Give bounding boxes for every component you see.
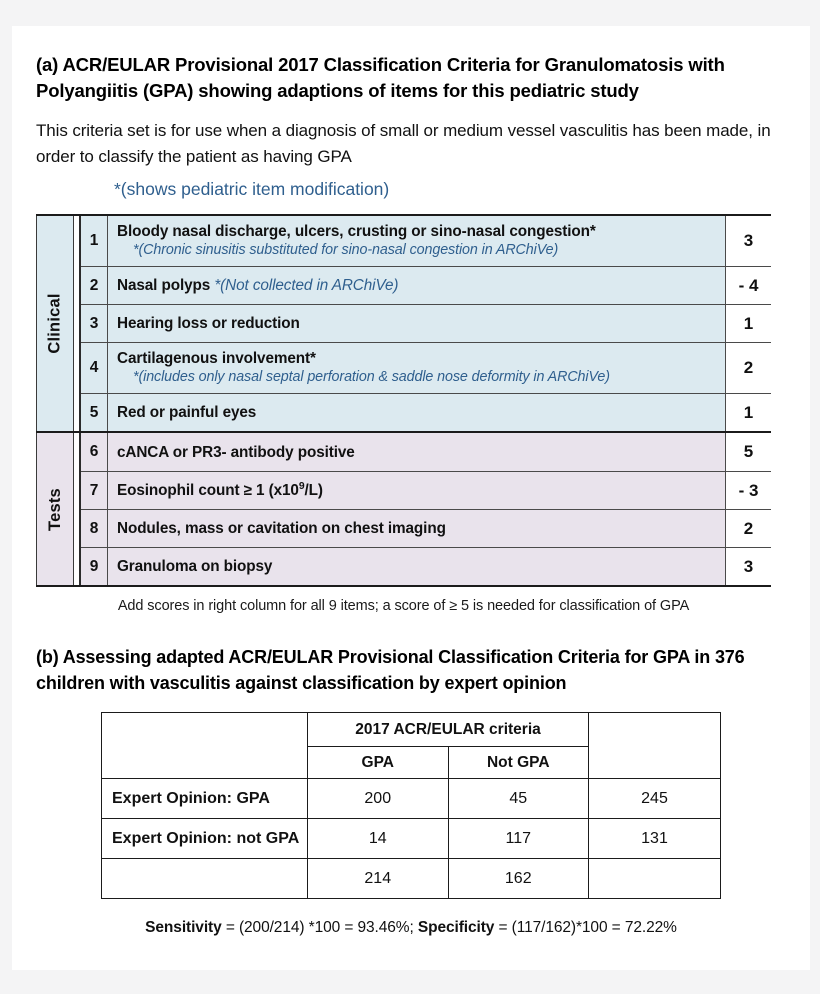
criteria-item — [108, 394, 725, 431]
criteria-row — [81, 393, 771, 431]
criteria-item — [108, 510, 725, 547]
section-label-text: Tests — [45, 487, 64, 531]
criteria-number: 7 — [81, 472, 108, 509]
section-label-tests — [36, 433, 74, 585]
criteria-row — [81, 304, 771, 342]
table-row — [102, 859, 721, 899]
criteria-item-text: Eosinophil count ≥ 1 $(x10^9/L)$ — [117, 480, 323, 499]
criteria-table — [36, 214, 771, 587]
panel-a-heading: (a) ACR/EULAR Provisional 2017 Classification Criteria for Granulomatosis with Polyangiitis (GPA) showing adaptions of items for this pediatric study — [36, 54, 725, 101]
criteria-number: 1 — [81, 216, 108, 266]
section-label-text: Clinical — [45, 293, 64, 354]
total-header-cell — [589, 713, 721, 779]
panel-b — [36, 644, 786, 939]
specificity-label: Specificity — [417, 919, 495, 936]
criteria-number: 9 — [81, 548, 108, 585]
criteria-item — [108, 433, 725, 471]
cell-gpa: 200 — [308, 779, 449, 819]
criteria-item-subnote: *(includes only nasal septal perforation & saddle nose deformity in ARChiVe) — [133, 369, 610, 385]
section-rows — [79, 433, 771, 585]
section-rows — [79, 216, 771, 431]
panel-b-heading: (b) Assessing adapted ACR/EULAR Provisional Classification Criteria for GPA in 376 children with vasculitis against classification by expert opinion — [36, 647, 745, 693]
stats-line — [36, 917, 786, 939]
criteria-inline-note: *(Not collected in ARChiVe) — [214, 277, 399, 294]
criteria-number: 5 — [81, 394, 108, 431]
criteria-item-text: Hearing loss or reduction — [117, 315, 300, 332]
criteria-item — [108, 216, 725, 266]
criteria-number: 8 — [81, 510, 108, 547]
criteria-footnote: Add scores in right column for all 9 items; a score of ≥ 5 is needed for classification of GPA — [117, 598, 690, 614]
cell-not-gpa: 117 — [448, 819, 589, 859]
cell-not-gpa: 162 — [448, 859, 589, 899]
specificity-value: = (117/162)*100 = 72.22% — [494, 919, 677, 936]
criteria-number: 4 — [81, 343, 108, 393]
criteria-row — [81, 547, 771, 585]
table-row — [102, 819, 721, 859]
criteria-item — [108, 343, 725, 393]
corner-cell — [102, 713, 308, 779]
table-row — [102, 779, 721, 819]
cell-total — [589, 859, 721, 899]
criteria-row — [81, 509, 771, 547]
criteria-number: 6 — [81, 433, 108, 471]
cell-total: 245 — [589, 779, 721, 819]
row-label: Expert Opinion: not GPA — [102, 819, 308, 859]
criteria-row — [81, 342, 771, 393]
criteria-number: 2 — [81, 267, 108, 304]
panel-a-intro: This criteria set is for use when a diagnosis of small or medium vessel vasculitis has been made, in order to classify the patient as having GPA — [36, 121, 771, 166]
row-label: Expert Opinion: GPA — [102, 779, 308, 819]
section-label-clinical — [36, 216, 74, 431]
cell-gpa: 214 — [308, 859, 449, 899]
criteria-item-text: Bloody nasal discharge, ulcers, crusting or sino-nasal congestion* — [117, 223, 596, 240]
criteria-item-text: Red or painful eyes — [117, 404, 257, 421]
criteria-item — [108, 305, 725, 342]
criteria-score: 3 — [725, 216, 771, 266]
criteria-score: 3 — [725, 548, 771, 585]
criteria-score: - 3 — [725, 472, 771, 509]
cell-not-gpa: 45 — [448, 779, 589, 819]
criteria-item-text: Nasal polyps *(Not collected in ARChiVe) — [117, 277, 399, 294]
criteria-item — [108, 548, 725, 585]
panel-a — [36, 52, 786, 616]
criteria-row — [81, 266, 771, 304]
criteria-item-text: Cartilagenous involvement* — [117, 350, 316, 367]
cell-total: 131 — [589, 819, 721, 859]
sensitivity-label: Sensitivity — [145, 919, 222, 936]
criteria-section-tests — [36, 431, 771, 585]
criteria-score: 2 — [725, 343, 771, 393]
subheader-not-gpa: Not GPA — [448, 747, 589, 779]
figure-content — [36, 52, 786, 939]
row-label — [102, 859, 308, 899]
subheader-gpa: GPA — [308, 747, 449, 779]
criteria-row — [81, 471, 771, 509]
criteria-section-clinical — [36, 216, 771, 431]
cell-gpa: 14 — [308, 819, 449, 859]
figure-sheet — [12, 26, 810, 970]
criteria-header-span: 2017 ACR/EULAR criteria — [308, 713, 589, 747]
criteria-item-text: cANCA or PR3- antibody positive — [117, 443, 355, 461]
criteria-score: 1 — [725, 394, 771, 431]
pediatric-modification-note: *(shows pediatric item modification) — [114, 179, 390, 199]
criteria-number: 3 — [81, 305, 108, 342]
criteria-item-text: Granuloma on biopsy — [117, 558, 273, 575]
criteria-row — [81, 433, 771, 471]
criteria-item-subnote: *(Chronic sinusitis substituted for sino-nasal congestion in ARChiVe) — [133, 242, 559, 258]
sensitivity-value: = (200/214) *100 = 93.46%; — [221, 919, 418, 936]
criteria-score: - 4 — [725, 267, 771, 304]
table-header-row-1 — [102, 713, 721, 747]
criteria-score: 5 — [725, 433, 771, 471]
confusion-matrix-table — [101, 712, 721, 899]
criteria-item — [108, 472, 725, 509]
criteria-item-text: Nodules, mass or cavitation on chest imaging — [117, 520, 446, 537]
criteria-item — [108, 267, 725, 304]
criteria-sections — [36, 216, 771, 585]
criteria-score: 2 — [725, 510, 771, 547]
criteria-score: 1 — [725, 305, 771, 342]
criteria-row — [81, 216, 771, 266]
